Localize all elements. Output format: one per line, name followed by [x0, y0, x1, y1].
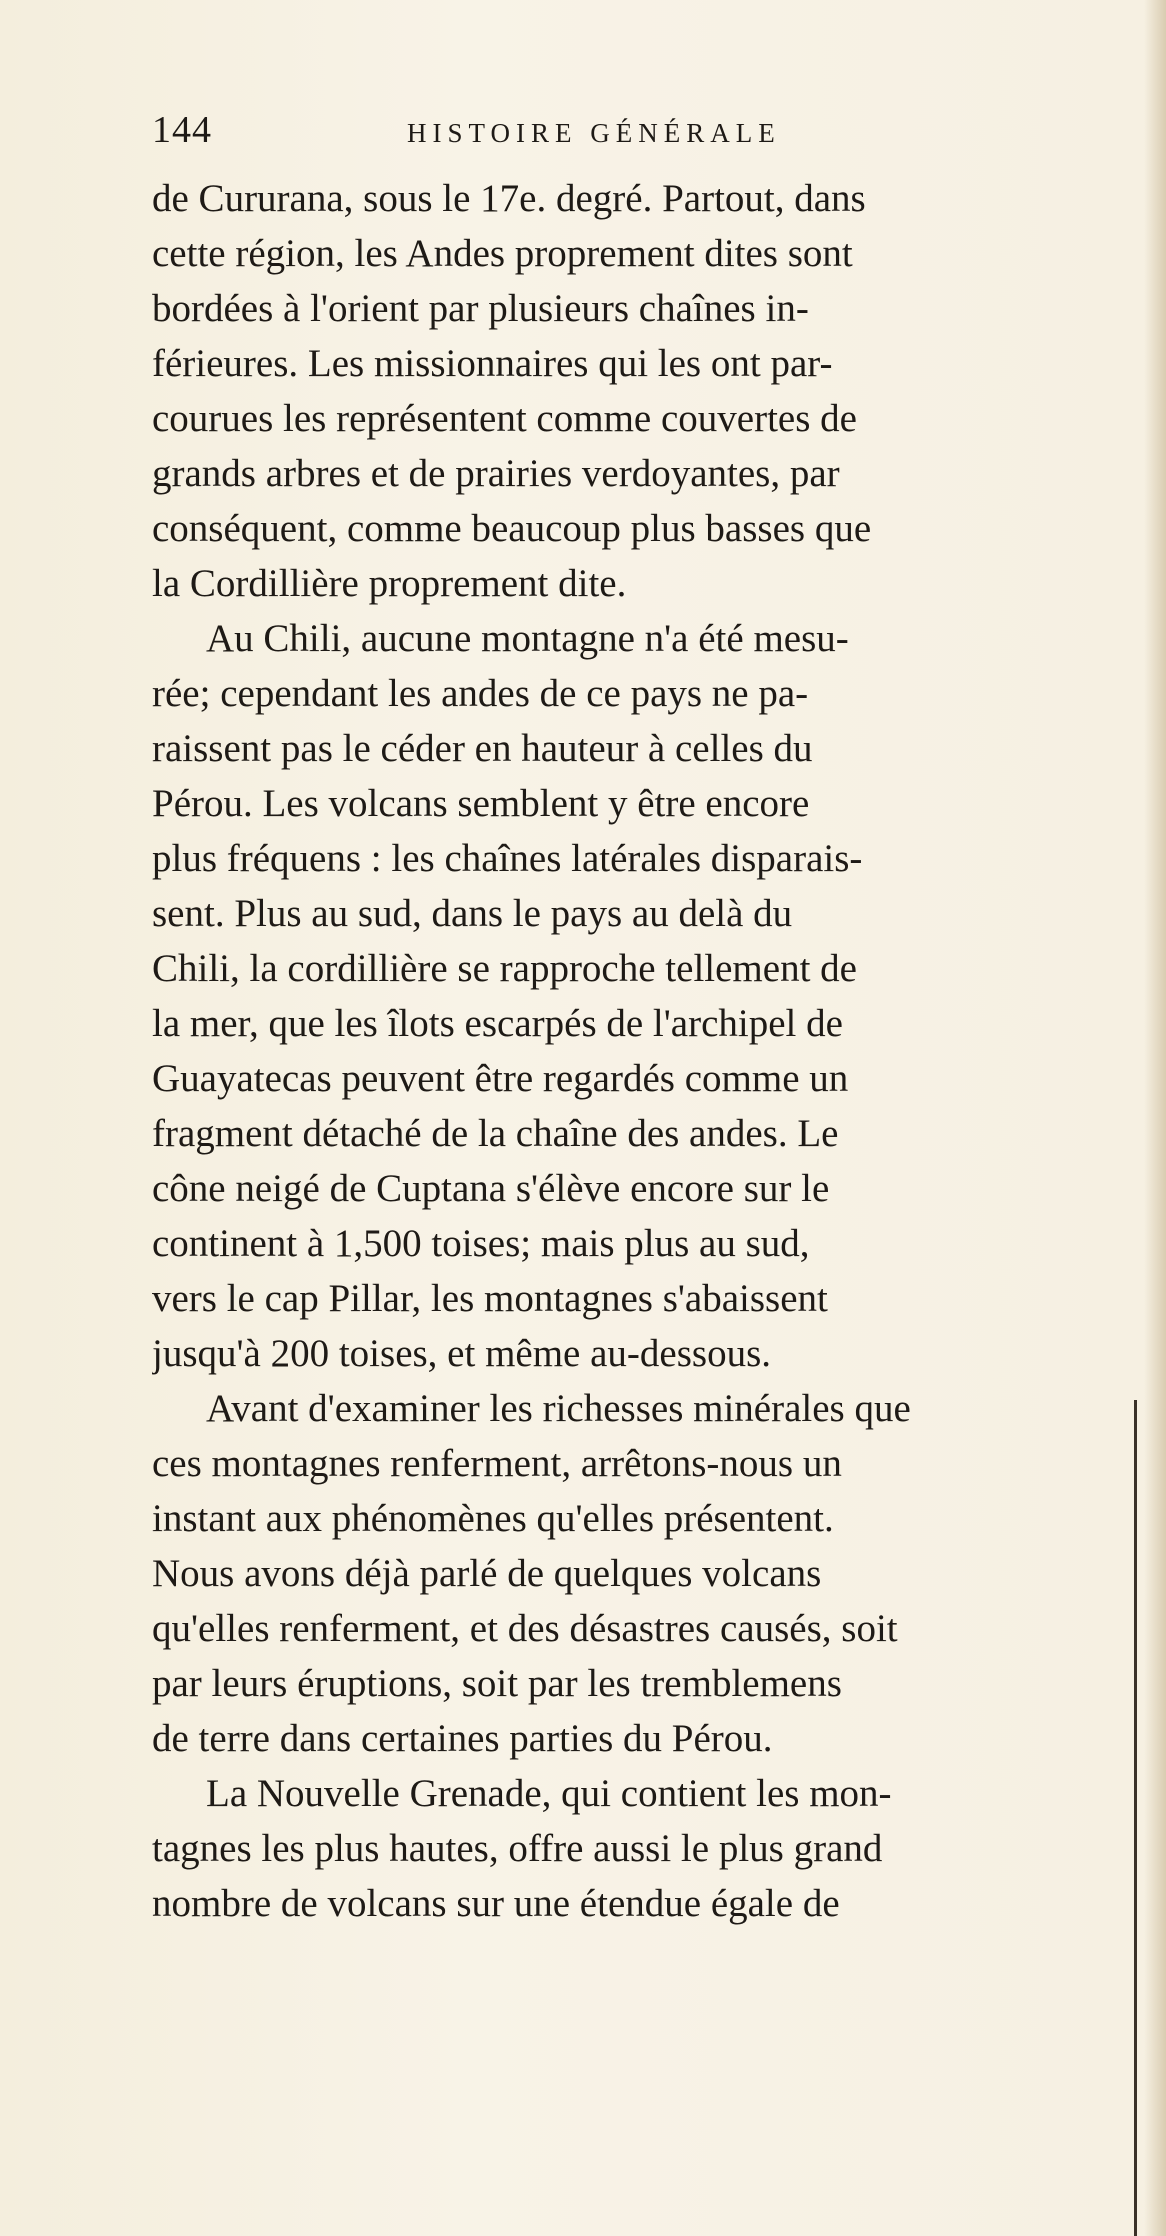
page-edge-line	[1134, 1400, 1137, 2236]
text-line: qu'elles renferment, et des désastres causés, soit	[152, 1607, 898, 1650]
page-header	[152, 108, 952, 158]
running-head: HISTOIRE GÉNÉRALE	[407, 118, 781, 148]
text-line: Nous avons déjà parlé de quelques volcans	[152, 1552, 822, 1595]
text-line: la Cordillière proprement dite.	[152, 562, 627, 605]
text-line: vers le cap Pillar, les montagnes s'abaissent	[152, 1277, 828, 1320]
text-line: férieures. Les missionnaires qui les ont par-	[152, 342, 833, 385]
text-line: continent à 1,500 toises; mais plus au sud,	[152, 1222, 810, 1265]
text-line: Guayatecas peuvent être regardés comme un	[152, 1057, 849, 1100]
text-line: grands arbres et de prairies verdoyantes, par	[152, 452, 840, 495]
paragraph-start-line: Avant d'examiner les richesses minérales que	[206, 1387, 911, 1430]
text-line: sent. Plus au sud, dans le pays au delà du	[152, 892, 793, 935]
body-text	[152, 171, 1127, 1931]
text-line: jusqu'à 200 toises, et même au-dessous.	[152, 1332, 772, 1375]
text-line: la mer, que les îlots escarpés de l'archipel de	[152, 1002, 843, 1045]
paragraph-start-line: La Nouvelle Grenade, qui contient les mon-	[206, 1772, 892, 1815]
text-line: tagnes les plus hautes, offre aussi le plus grand	[152, 1827, 883, 1870]
text-line: rée; cependant les andes de ce pays ne pa-	[152, 672, 809, 715]
page-number: 144	[152, 109, 212, 151]
text-line: par leurs éruptions, soit par les tremblemens	[152, 1662, 842, 1705]
text-line: Pérou. Les volcans semblent y être encore	[152, 782, 810, 825]
text-line: courues les représentent comme couvertes de	[152, 397, 857, 440]
text-line: bordées à l'orient par plusieurs chaînes in-	[152, 287, 809, 330]
text-line: plus fréquens : les chaînes latérales disparais-	[152, 837, 863, 880]
text-line: fragment détaché de la chaîne des andes. Le	[152, 1112, 839, 1155]
text-line: Chili, la cordillière se rapproche tellement de	[152, 947, 857, 990]
text-line: cône neigé de Cuptana s'élève encore sur le	[152, 1167, 830, 1210]
page-edge-shadow	[1144, 0, 1166, 2236]
text-line: instant aux phénomènes qu'elles présentent.	[152, 1497, 834, 1540]
text-line: ces montagnes renferment, arrêtons-nous un	[152, 1442, 842, 1485]
text-line: de Cururana, sous le 17e. degré. Partout, dans	[152, 177, 866, 220]
text-line: raissent pas le céder en hauteur à celles du	[152, 727, 813, 770]
text-line: nombre de volcans sur une étendue égale de	[152, 1882, 840, 1925]
text-line: cette région, les Andes proprement dites sont	[152, 232, 853, 275]
text-line: conséquent, comme beaucoup plus basses que	[152, 507, 872, 550]
paragraph-start-line: Au Chili, aucune montagne n'a été mesu-	[206, 617, 849, 660]
text-line: de terre dans certaines parties du Pérou.	[152, 1717, 773, 1760]
